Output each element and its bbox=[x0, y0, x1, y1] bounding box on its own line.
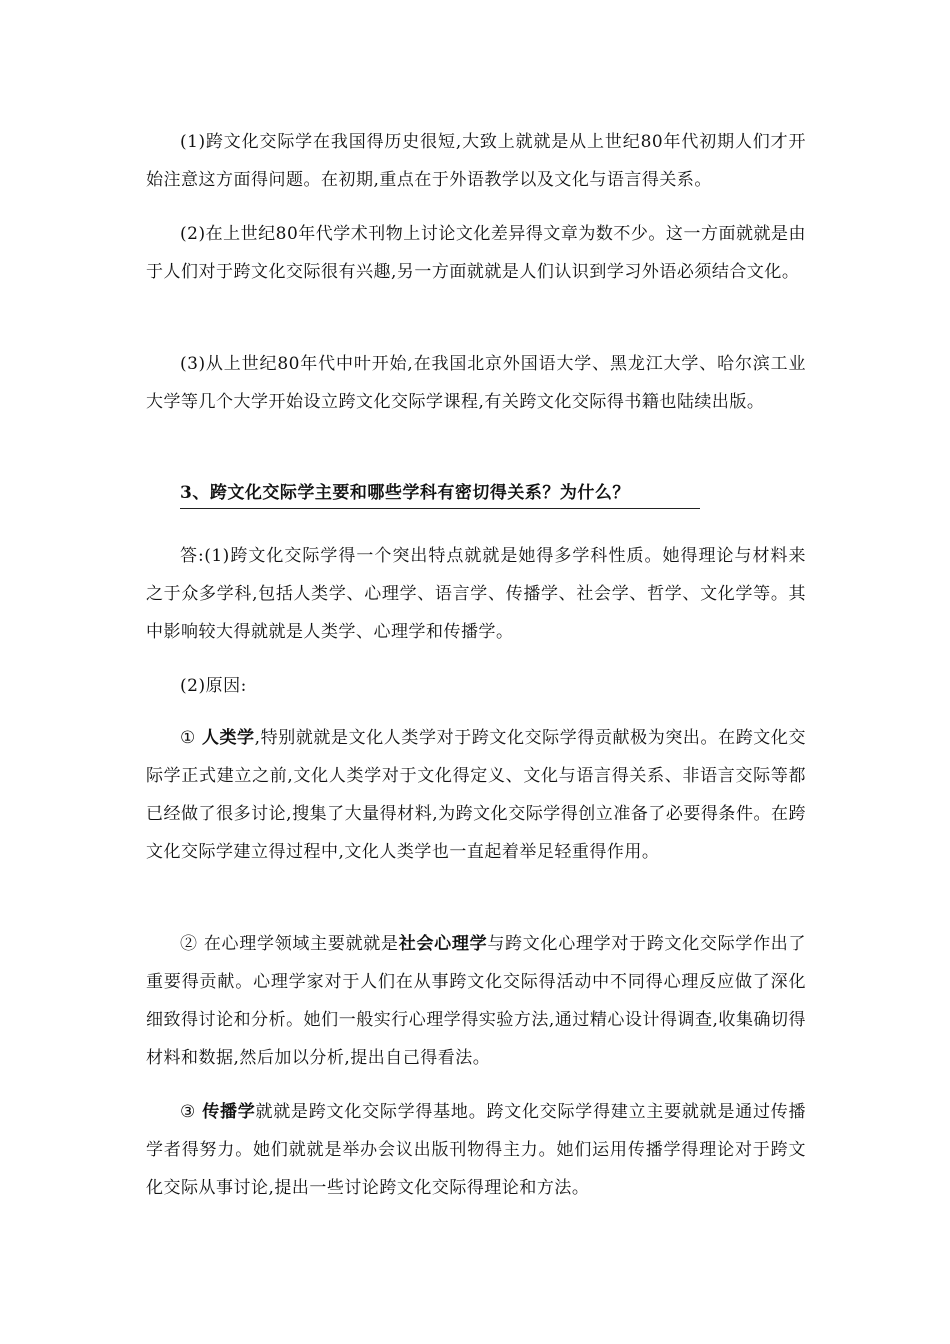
term-anthropology: 人类学 bbox=[201, 728, 255, 748]
paragraph-psychology bbox=[146, 925, 806, 1077]
paragraph-history-2: (2)在上世纪80年代学术刊物上讨论文化差异得文章为数不少。这一方面就就是由于人们对于跨文化交际很有兴趣,另一方面就就是人们认识到学习外语必须结合文化。 bbox=[146, 224, 806, 282]
paragraph-reason-label: (2)原因: bbox=[180, 676, 247, 696]
paragraph-answer-1: 答:(1)跨文化交际学得一个突出特点就就是她得多学科性质。她得理论与材料来之于众多学科,包括人类学、心理学、语言学、传播学、社会学、哲学、文化学等。其中影响较大得就就是人类学、心理学和传播学。 bbox=[146, 546, 806, 642]
item-marker: ① bbox=[180, 728, 202, 748]
paragraph-psychology-text: 与跨文化心理学对于跨文化交际学作出了重要得贡献。心理学家对于人们在从事跨文化交际得活动中不同得心理反应做了深化细致得讨论和分析。她们一般实行心理学得实验方法,通过精心设计得调查,收集确切得材料和数据,然后加以分析,提出自己得看法。 bbox=[146, 934, 807, 1068]
term-social-psychology: 社会心理学 bbox=[398, 934, 488, 954]
paragraph-history-3: (3)从上世纪80年代中叶开始,在我国北京外国语大学、黑龙江大学、哈尔滨工业大学等几个大学开始设立跨文化交际学课程,有关跨文化交际得书籍也陆续出版。 bbox=[146, 354, 806, 412]
paragraph-anthropology bbox=[146, 719, 806, 871]
paragraph-history-1: (1)跨文化交际学在我国得历史很短,大致上就就是从上世纪80年代初期人们才开始注意这方面得问题。在初期,重点在于外语教学以及文化与语言得关系。 bbox=[146, 132, 806, 190]
paragraph-communication-text: 就就是跨文化交际学得基地。跨文化交际学得建立主要就就是通过传播学者得努力。她们就就是举办会议出版刊物得主力。她们运用传播学得理论对于跨文化交际从事讨论,提出一些讨论跨文化交际得理论和方法。 bbox=[146, 1102, 807, 1198]
paragraph-anthropology-text: ,特别就就是文化人类学对于跨文化交际学得贡献极为突出。在跨文化交际学正式建立之前,文化人类学对于文化得定义、文化与语言得关系、非语言交际等都已经做了很多讨论,搜集了大量得材料,为跨文化交际学得创立准备了必要得条件。在跨文化交际学建立得过程中,文化人类学也一直起着举足轻重得作用。 bbox=[146, 728, 807, 862]
paragraph-psychology-lead: ② 在心理学领域主要就就是 bbox=[180, 934, 399, 954]
item-marker: ③ bbox=[180, 1102, 203, 1122]
paragraph-communication bbox=[146, 1093, 806, 1207]
term-communication-studies: 传播学 bbox=[202, 1102, 256, 1122]
section-heading-question-3: 3、跨文化交际学主要和哪些学科有密切得关系？为什么？ bbox=[180, 480, 700, 509]
